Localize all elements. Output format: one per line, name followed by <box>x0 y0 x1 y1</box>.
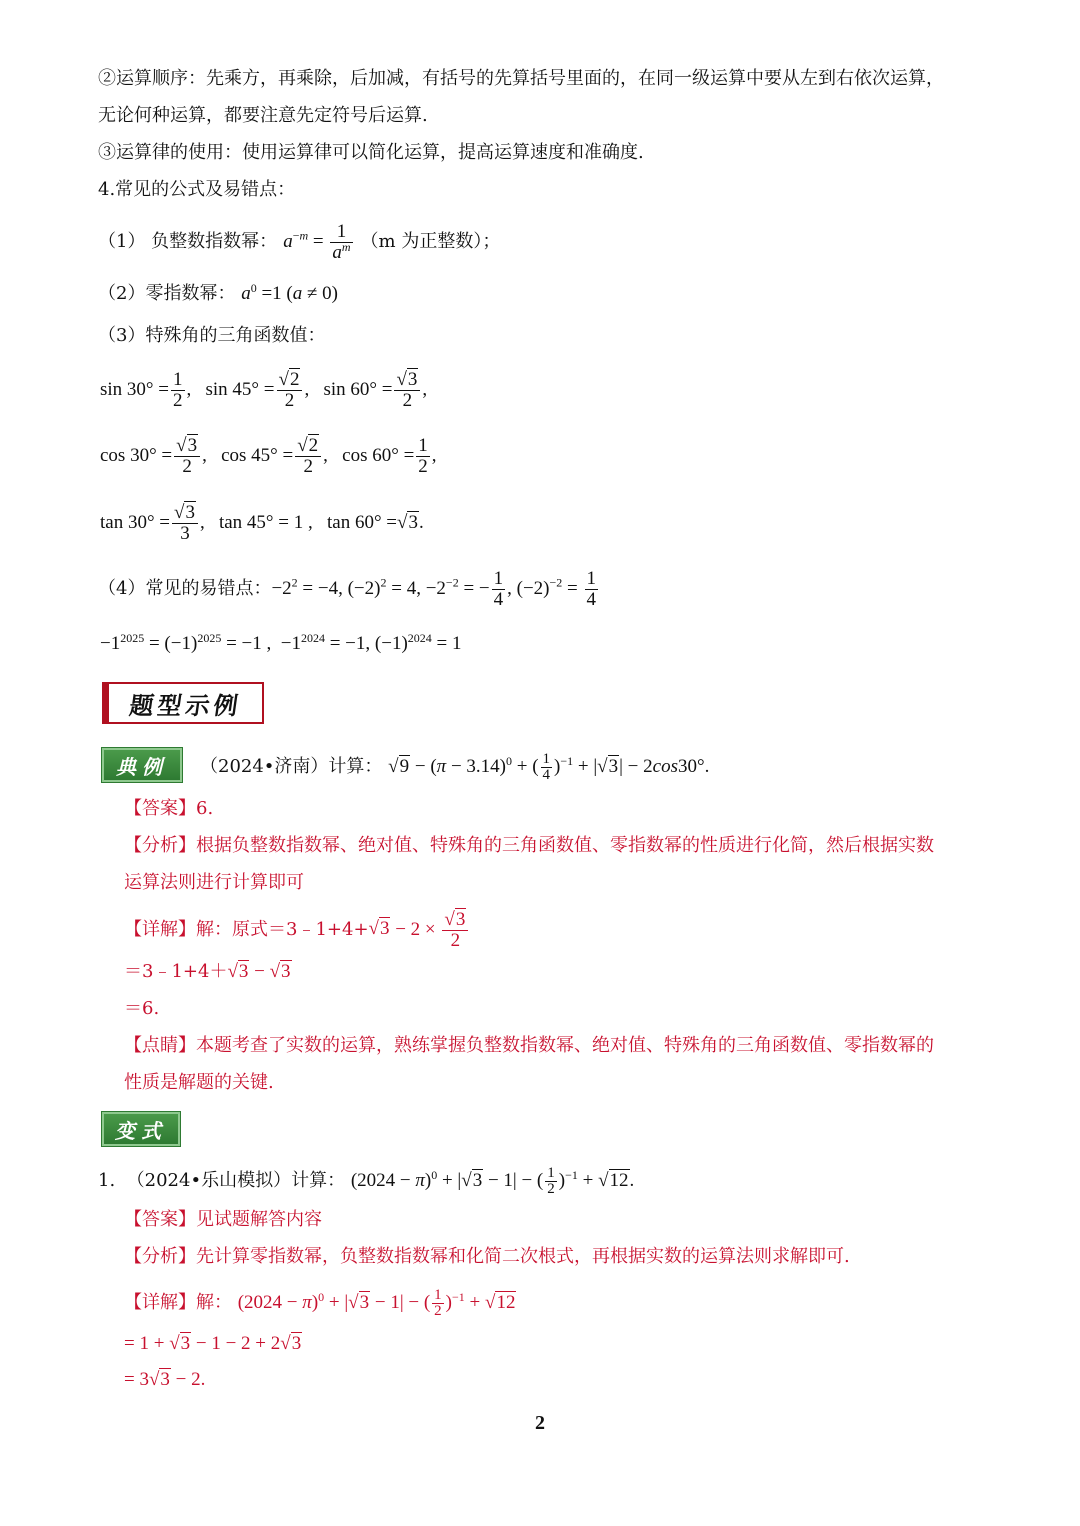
formula-zero-exponent <box>98 282 338 306</box>
variant-question: 1. （2024•乐山模拟）计算： $(2024 - \pi)^0 + |√3 - 1|$ − ( $\frac{1}{2}$ )$^{-1}$ + √12. <box>98 1165 635 1197</box>
example-analysis: 【分析】根据负整数指数幂、绝对值、特殊角的三角函数值、零指数幂的性质进行化简，然后根据实数 <box>124 835 934 856</box>
variant-answer: 【答案】见试题解答内容 <box>124 1209 322 1230</box>
paragraph-operation-order: ②运算顺序：先乘方，再乘除，后加减，有括号的先算括号里面的，在同一级运算中要从左到右依次运算， <box>98 68 944 89</box>
section-banner: 题型示例 <box>102 682 264 724</box>
example-detail: 【详解】 解：原式＝3﹣1+4+ √3 − 2 × $\frac{√3}{2}$ <box>124 908 470 952</box>
example-step-2: ＝3﹣1+4＋√3 − √3 <box>124 961 291 982</box>
formula-expression: $a^0 =1$ (a ≠ 0) <box>241 280 338 304</box>
variant-step-2: = 1 + √3 − 1 − 2 + 2√3 <box>124 1333 302 1354</box>
tan-values-row: tan 30° = $\frac{√3}{3}$ , tan 45° = 1 , tan 60° = √3 . <box>100 501 424 544</box>
formula-expression: $a^{-m}$ = $\frac{1}{a^m}$ <box>283 220 351 263</box>
page-number: 2 <box>535 1412 545 1434</box>
heading-common-formulas: 4.常见的公式及易错点： <box>98 179 296 200</box>
paragraph-operation-laws: ③运算律的使用：使用运算律可以简化运算，提高运算速度和准确度. <box>98 142 644 163</box>
formula-label: （4）常见的易错点： <box>98 578 272 599</box>
example-analysis-cont: 运算法则进行计算即可 <box>124 872 304 893</box>
variant-analysis: 【分析】先计算零指数幂，负整数指数幂和化简二次根式，再根据实数的运算法则求解即可. <box>124 1246 850 1267</box>
variant-tag: 变式 <box>102 1112 180 1146</box>
example-question: （2024•济南）计算： $√9 - (\pi - 3.14)^0$ + ( $\frac{1}{4}$ )$^{-1}$ + |√3| − 2cos30°. <box>200 751 710 783</box>
formula-label: （2）零指数幂： <box>98 283 236 304</box>
example-answer: 【答案】6. <box>124 798 214 819</box>
example-comment-cont: 性质是解题的关键. <box>124 1072 274 1093</box>
formula-negative-exponent <box>98 220 500 264</box>
example-step-3: ＝6. <box>124 998 160 1019</box>
example-tag: 典例 <box>102 748 182 782</box>
power-sign-examples: $-1^{2025} = (-1)^{2025} = -1$ , $-1^{2024} = -1$, $(-1)^{2024} = 1$ <box>100 630 462 654</box>
paragraph-operation-order-cont: 无论何种运算，都要注意先定符号后运算. <box>98 105 428 126</box>
cos-values-row: cos 30° = $\frac{√3}{2}$ , cos 45° = $\frac{√2}{2}$ , cos 60° = $\frac{1}{2}$ , <box>100 434 437 477</box>
formula-note: （m 为正整数）； <box>360 231 501 252</box>
variant-step-3: = 3√3 − 2. <box>124 1369 206 1390</box>
formula-label: （1） 负整数指数幂： <box>98 231 278 252</box>
sin-values-row: sin 30° = $\frac{1}{2}$ , sin 45° = $\frac{√2}{2}$ , sin 60° = $\frac{√3}{2}$ , <box>100 368 428 411</box>
example-comment: 【点睛】本题考查了实数的运算，熟练掌握负整数指数幂、绝对值、特殊角的三角函数值、零指数幂的 <box>124 1035 934 1056</box>
variant-detail: 【详解】解： $(2024 - \pi)^0 + |√3 - 1|$ − ( $\frac{1}{2}$ )$^{-1}$ + √12 <box>124 1287 516 1319</box>
formula-expression: $-2^2 = -4$, $(-2)^2 = 4$, $-2^{-2}$ = − $\frac{1}{4}$ , $(-2)^{-2}$ = $\frac{1}{4}$ <box>271 567 597 610</box>
heading-special-angles: （3）特殊角的三角函数值： <box>98 325 326 346</box>
common-mistakes-row <box>98 565 600 613</box>
